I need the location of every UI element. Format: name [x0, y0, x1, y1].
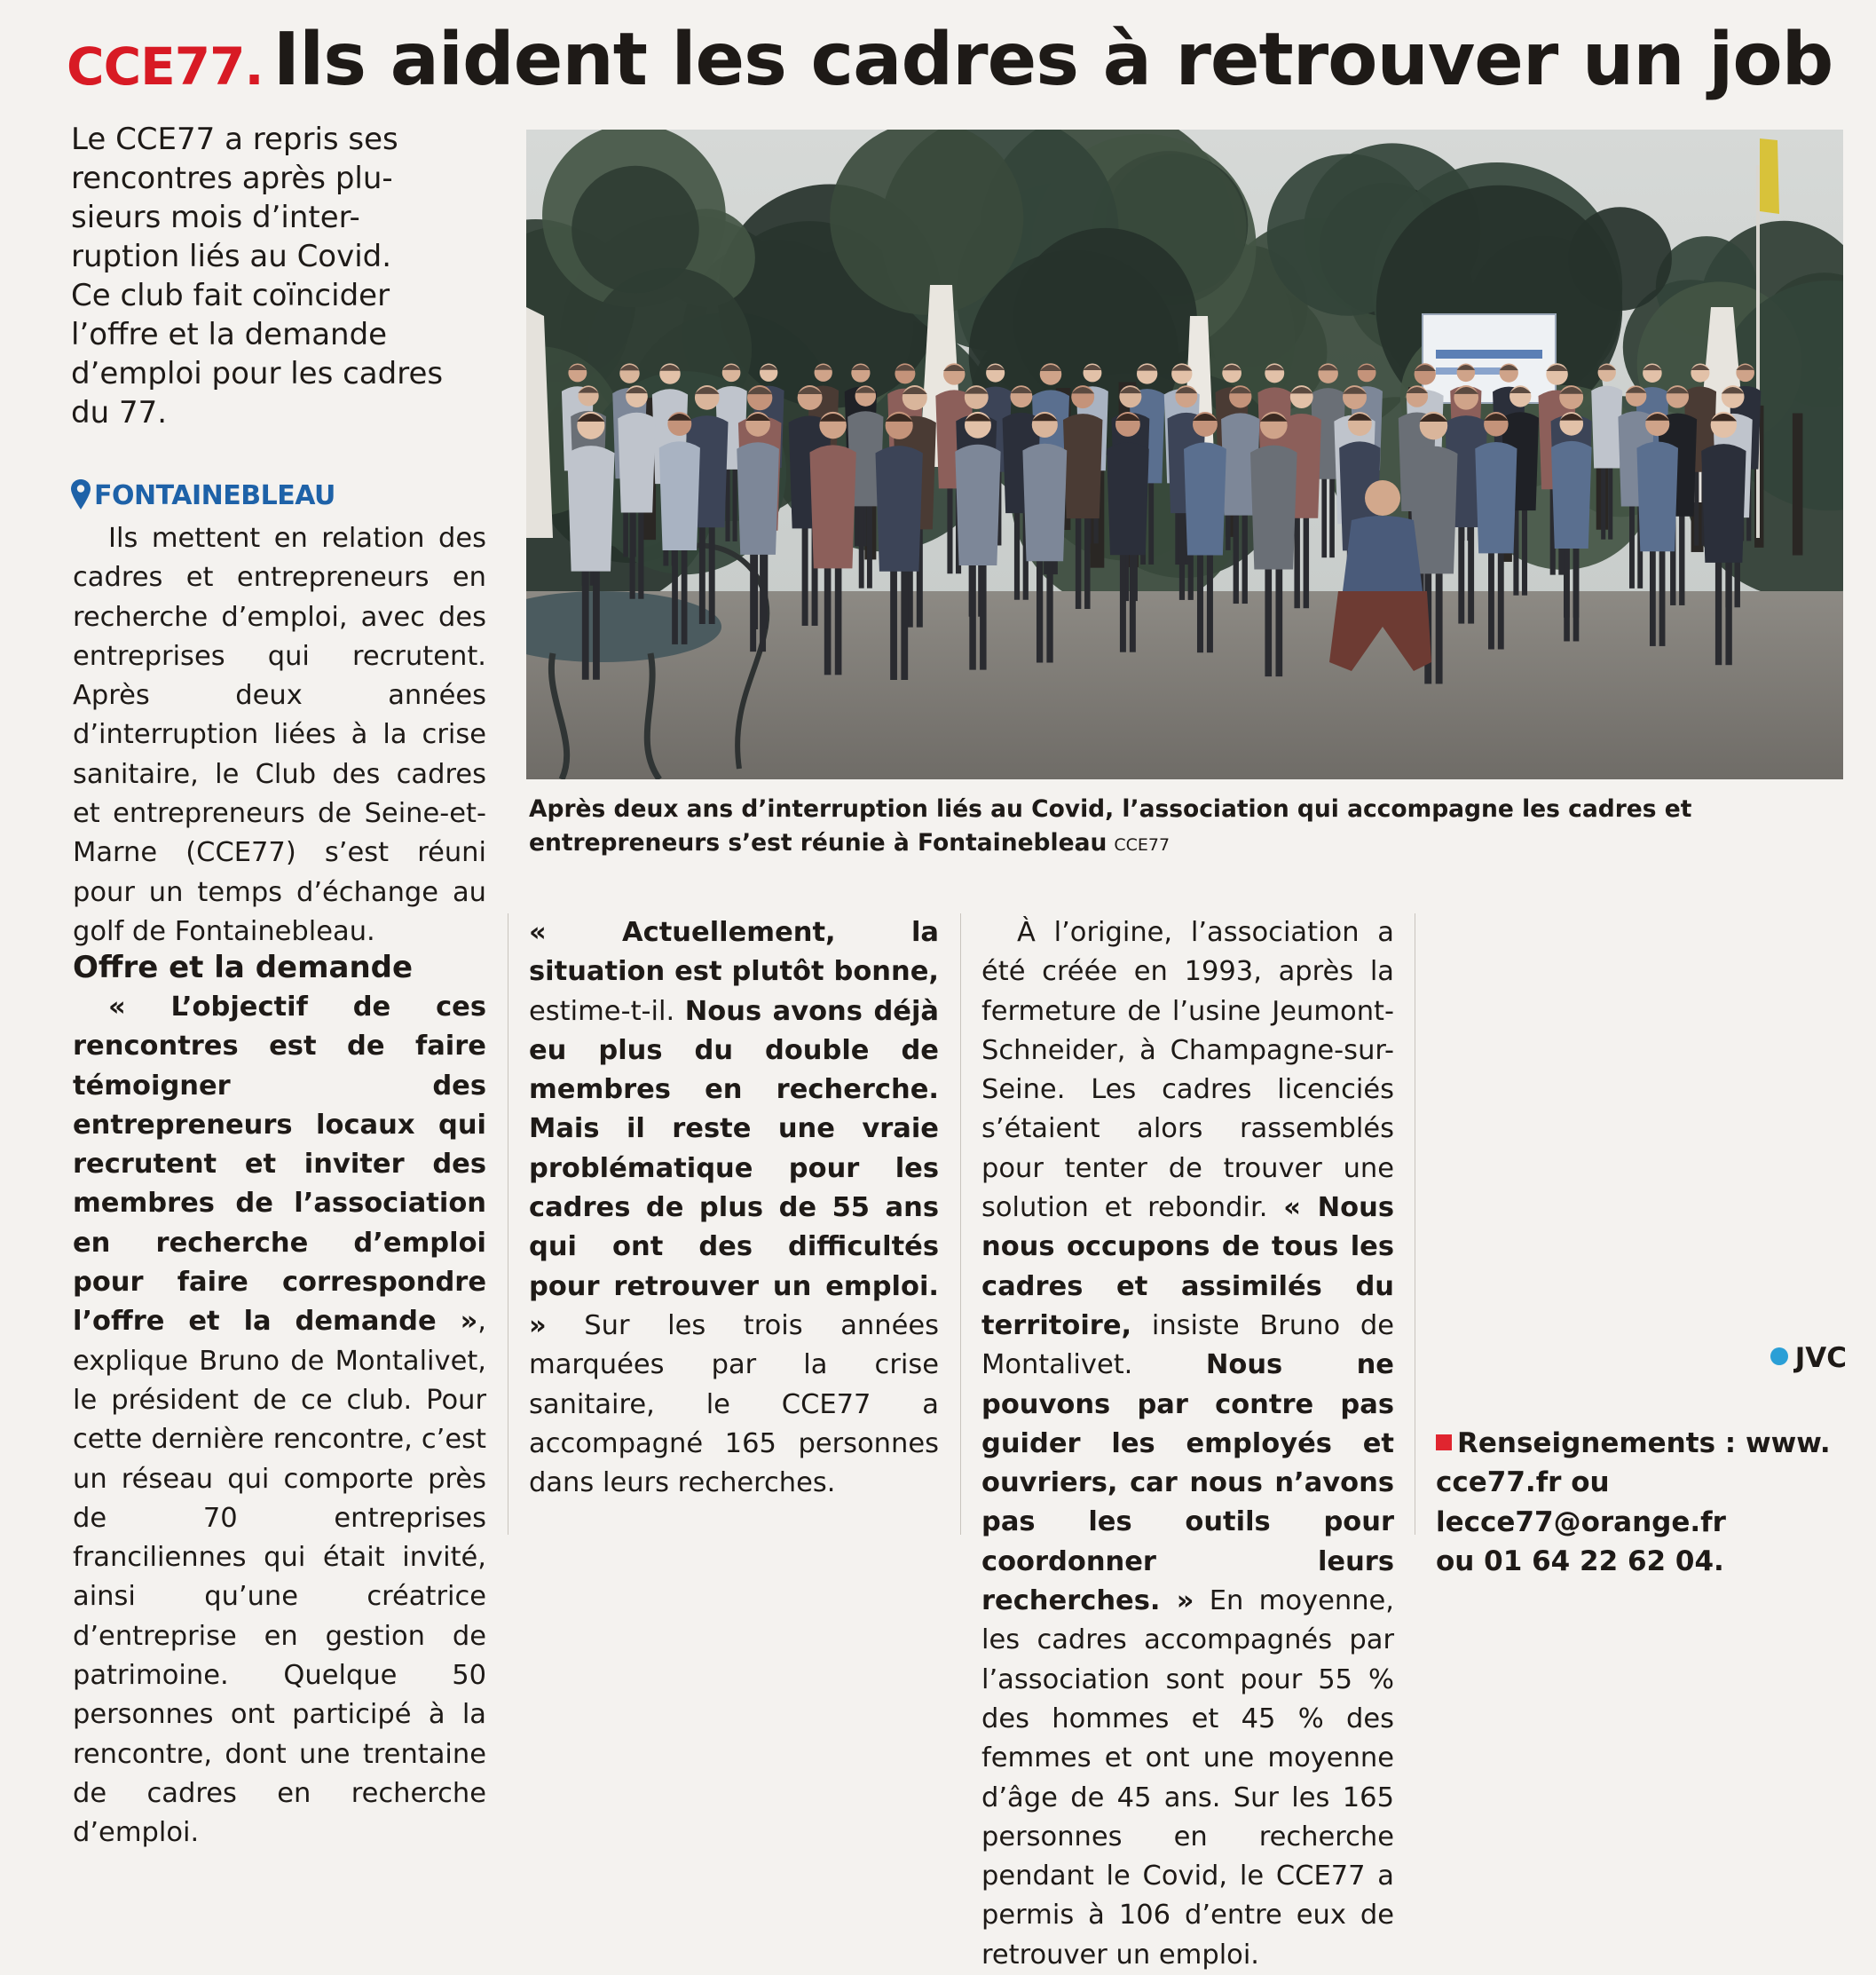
chapeau-line: d’emploi pour les cadres [71, 356, 444, 391]
column-rule [960, 913, 961, 1535]
body-text: , explique Bruno de Montalivet, le président de ce club. Pour cette dernière rencontre, c’est un réseau qui comporte près de 70 entreprises franciliennes qui était invité, ainsi qu’une créatrice d’entreprise en gestion de patrimoine. Quelque 50 personnes ont participé à la rencontre, dont une trentaine de cadres en recherche d’emploi. [73, 1306, 486, 1849]
intro-paragraph: Ils mettent en relation des cadres et entrepreneurs en recherche d’emploi, avec des entreprises qui recrutent. Après deux années d’interruption liées à la crise sanitaire, le Club des cadres et entrepreneurs de Seine-et-Marne (CCE77) s’est réuni pour un temps d’échange au golf de Fontainebleau. [73, 523, 486, 947]
location-label: FONTAINEBLEAU [94, 480, 335, 511]
chapeau-line: rencontres après plu- [71, 161, 393, 196]
headline-title: Ils aident les cadres à retrouver un job [272, 18, 1833, 102]
square-bullet-icon [1436, 1434, 1452, 1450]
info-line: cce77.fr ou lecce77@orange.fr [1436, 1466, 1726, 1538]
chapeau-line: du 77. [71, 395, 168, 431]
article-intro [73, 519, 486, 952]
group-photo-illustration [526, 130, 1843, 779]
headline-kicker: CCE77. [67, 36, 264, 97]
headline [67, 18, 1868, 107]
byline [1436, 1342, 1847, 1374]
quote: « Actuellement, la situation est plutôt bonne, [529, 917, 939, 988]
chapeau [71, 120, 488, 432]
body-text: estime-t-il. [529, 995, 685, 1027]
body-column-2 [529, 913, 939, 1503]
quote: Nous avons déjà eu plus du double de membres en recherche. Mais il reste une vraie problématique pour les cadres de plus de 55 ans qui ont des difficultés pour retrouver un emploi. » [529, 995, 939, 1341]
quote: Nous ne pouvons par contre pas guider les employés et ouvriers, car nous n’avons pas les outils pour coordonner leurs recherches. » [981, 1349, 1394, 1617]
body-text: À l’origine, l’association a été créée en 1993, après la fermeture de l’usine Jeumont-Schneider, à Champagne-sur-Seine. Les cadres licenciés s’étaient alors rassemblés pour tenter de trouver une solution et rebondir. [981, 917, 1394, 1224]
body-column-1 [73, 988, 486, 1853]
chapeau-line: ruption liés au Covid. [71, 239, 392, 274]
body-text: En moyenne, les cadres accompagnés par l’association sont pour 55 % des hommes et 45 % des femmes et ont une moyenne d’âge de 45 ans. Sur les 165 personnes en recherche pendant le Covid, le CCE77 a permis à 106 d’entre eux de retrouver un emploi. [981, 1585, 1394, 1971]
body-column-3 [981, 913, 1394, 1975]
quote: « L’objectif de ces rencontres est de faire témoigner des entrepreneurs locaux qui recrutent et inviter des membres de l’association en recherche d’emploi pour faire correspondre l’offre et la demande » [73, 991, 486, 1338]
subheading: Offre et la demande [73, 950, 414, 985]
byline-author: JVC [1794, 1342, 1847, 1374]
body-text: insiste Bruno de Montalivet. [981, 1309, 1394, 1381]
location-dateline [71, 479, 444, 518]
caption-text: Après deux ans d’interruption liés au Covid, l’association qui accompagne les cadres et entrepreneurs s’est réunie à Fontainebleau [529, 795, 1692, 857]
chapeau-line: l’offre et la demande [71, 317, 388, 352]
info-label: Renseignements : www. [1457, 1427, 1831, 1459]
body-text: Sur les trois années marquées par la crise sanitaire, le CCE77 a accompagné 165 personnes dans leurs recherches. [529, 1309, 939, 1499]
photo-credit: CCE77 [1114, 835, 1171, 855]
bullet-dot-icon [1770, 1347, 1788, 1365]
location-pin-icon [71, 479, 91, 510]
chapeau-line: Le CCE77 a repris ses [71, 122, 398, 157]
info-box [1436, 1424, 1847, 1581]
info-line: ou 01 64 22 62 04. [1436, 1544, 1724, 1577]
group-photo [526, 130, 1843, 779]
quote: « Nous nous occupons de tous les cadres et assimilés du territoire, [981, 1192, 1395, 1341]
photo-caption [529, 793, 1842, 862]
chapeau-line: sieurs mois d’inter- [71, 200, 360, 235]
chapeau-line: Ce club fait coïncider [71, 278, 390, 313]
